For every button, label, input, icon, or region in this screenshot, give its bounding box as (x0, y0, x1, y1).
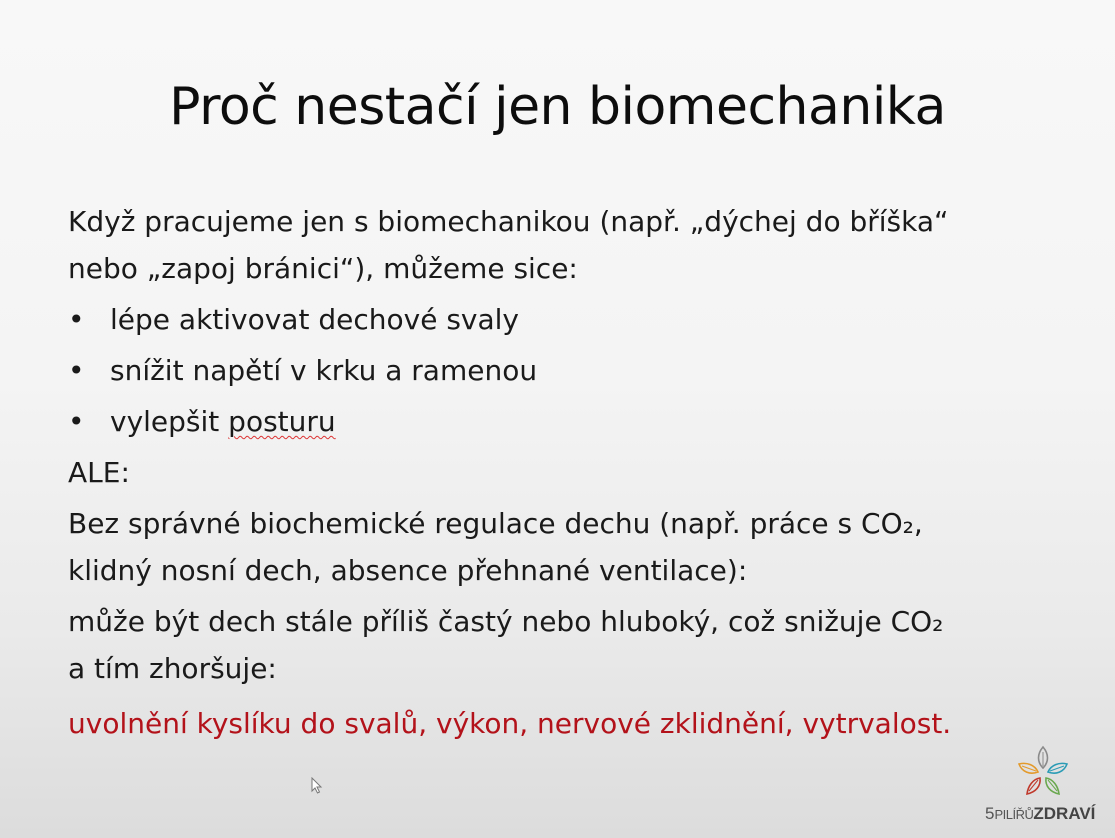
logo-wordmark (985, 804, 1110, 824)
bullet-text: lépe aktivovat dechové svaly (110, 303, 519, 336)
bullet-list (68, 296, 1078, 445)
consequence-line-2: a tím zhoršuje: (68, 652, 277, 685)
conclusion-text: uvolnění kyslíku do svalů, výkon, nervové zklidnění, vytrvalost. (68, 707, 952, 740)
consequence-line-1: může být dech stále příliš častý nebo hluboký, což snižuje CO₂ (68, 605, 944, 638)
spellcheck-underlined-word: posturu (228, 405, 336, 438)
bullet-text: snížit napětí v krku a ramenou (110, 354, 538, 387)
biochemical-line-1: Bez správné biochemické regulace dechu (např. práce s CO₂, (68, 507, 923, 540)
bullet-item (68, 347, 1078, 394)
five-leaf-star-icon (1015, 744, 1071, 800)
biochemical-line-2: klidný nosní dech, absence přehnané ventilace): (68, 554, 748, 587)
bullet-dot-icon: • (68, 405, 85, 438)
bullet-item (68, 398, 1078, 445)
slide-body (68, 198, 1078, 747)
logo-number: 5 (985, 804, 995, 823)
mouse-pointer-icon (311, 777, 323, 799)
ale-label: ALE: (68, 456, 130, 489)
biochemical-paragraph (68, 500, 1078, 594)
bullet-text: vylepšit (110, 405, 229, 438)
brand-logo (985, 744, 1105, 830)
bullet-dot-icon: • (68, 303, 85, 336)
consequence-paragraph (68, 598, 1078, 692)
intro-paragraph (68, 198, 1078, 292)
slide-title: Proč nestačí jen biomechanika (169, 77, 946, 137)
logo-word-zdravi: ZDRAVÍ (1033, 804, 1096, 823)
intro-line-1: Když pracujeme jen s biomechanikou (např. „dýchej do bříška“ (68, 205, 949, 238)
logo-word-pilir: PILÍŘŮ (994, 807, 1034, 822)
bullet-item (68, 296, 1078, 343)
bullet-dot-icon: • (68, 354, 85, 387)
intro-line-2: nebo „zapoj bránici“), můžeme sice: (68, 252, 578, 285)
